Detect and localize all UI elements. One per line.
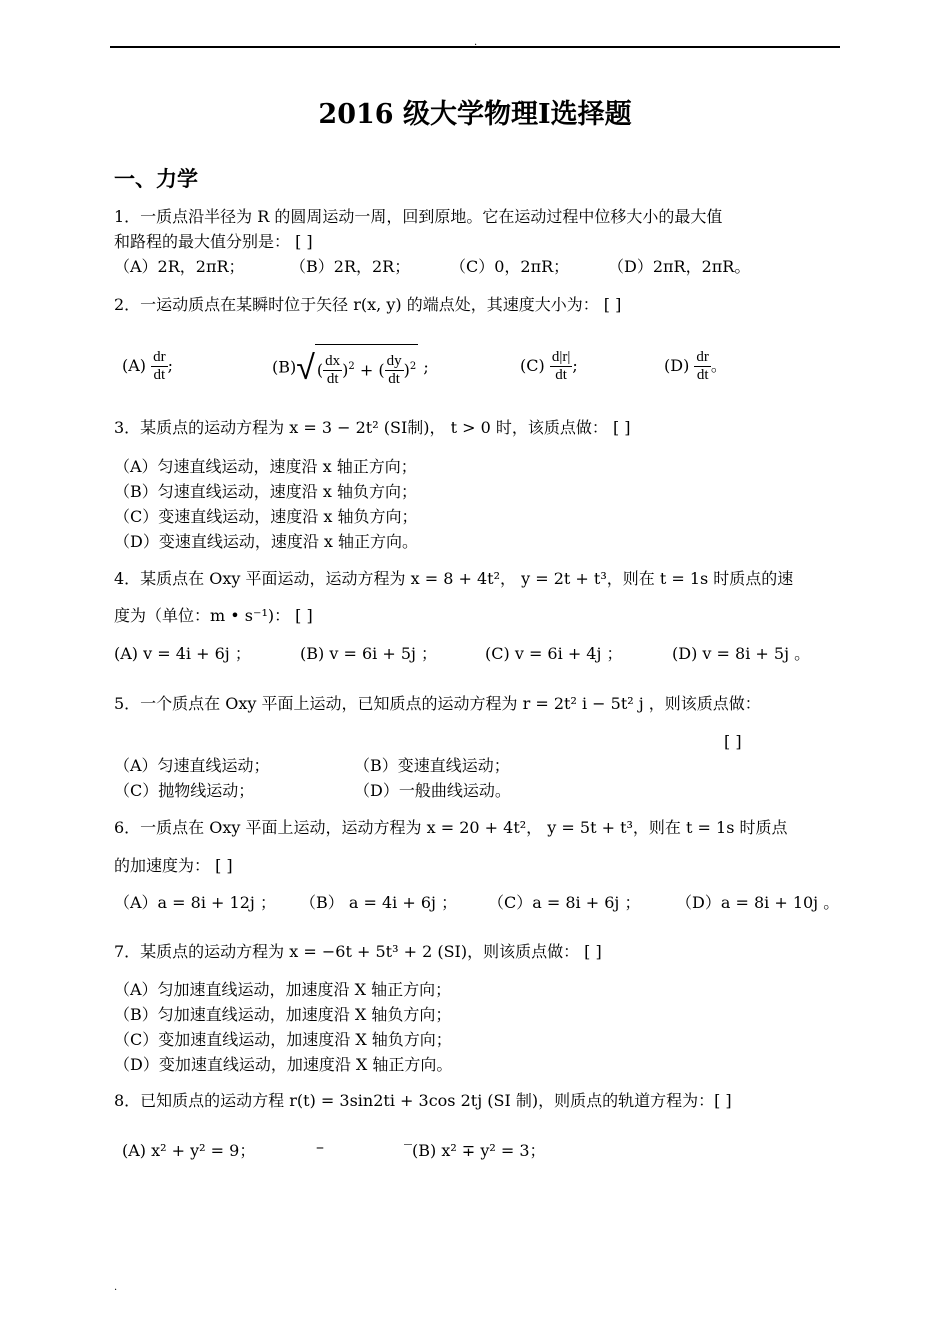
q3-stem: 3．某质点的运动方程为 x = 3 − 2t² (SI制)， t > 0 时，该质点做： [ ] <box>114 418 631 437</box>
q2-option-c <box>520 344 578 388</box>
q5-stem: 5．一个质点在 Oxy 平面上运动，已知质点的运动方程为 r = 2t² i − 5t² j ，则该质点做： <box>114 694 761 713</box>
q2-b-x-den: dt <box>326 371 339 388</box>
q4-option-b: (B) v = 6i + 5j ； <box>300 644 438 663</box>
q7-option-b: （B）匀加速直线运动，加速度沿 X 轴负方向； <box>114 1005 452 1024</box>
q5-option-a: （A）匀速直线运动； <box>114 756 270 775</box>
section-heading: 一、力学 <box>114 166 198 191</box>
q2-a-tail: ; <box>167 356 174 375</box>
q5-option-b: （B）变速直线运动； <box>354 756 510 775</box>
q2-a-label: (A) <box>122 356 147 375</box>
q4-option-a: (A) v = 4i + 6j ； <box>114 644 251 663</box>
q3-option-a: （A）匀速直线运动，速度沿 x 轴正方向； <box>114 457 417 476</box>
q6-option-c: （C）a = 8i + 6j ； <box>488 893 641 912</box>
q8-dash-mark: – <box>316 1137 324 1156</box>
q2-c-tail: ; <box>572 356 578 375</box>
q4-option-d: (D) v = 8i + 5j 。 <box>672 644 811 663</box>
q6-option-a: （A）a = 8i + 12j ； <box>114 893 276 912</box>
q4-stem-line2: 度为（单位：m • s⁻¹)： [ ] <box>114 606 313 625</box>
q6-option-d: （D）a = 8i + 10j 。 <box>676 893 840 912</box>
q2-stem: 2．一运动质点在某瞬时位于矢径 r(x, y) 的端点处，其速度大小为： [ ] <box>114 295 622 314</box>
q1-option-a: （A）2R，2πR； <box>114 257 245 276</box>
q2-d-fraction <box>694 349 711 384</box>
q2-a-fraction <box>151 349 168 384</box>
q2-d-num: dr <box>696 349 709 365</box>
q2-b-y-den: dt <box>388 371 400 388</box>
q2-option-d <box>664 344 727 388</box>
q4-option-c: (C) v = 6i + 4j ； <box>485 644 623 663</box>
q7-stem: 7．某质点的运动方程为 x = −6t + 5t³ + 2 (SI)，则该质点做： [ ] <box>114 942 602 961</box>
q6-option-b: （B） a = 4i + 6j ； <box>300 893 458 912</box>
q7-option-a: （A）匀加速直线运动，加速度沿 X 轴正方向； <box>114 980 452 999</box>
q5-option-d: （D）一般曲线运动。 <box>354 781 511 800</box>
q3-option-c: （C）变速直线运动，速度沿 x 轴负方向； <box>114 507 418 526</box>
q2-c-den: dt <box>555 367 567 383</box>
q3-option-d: （D）变速直线运动，速度沿 x 轴正方向。 <box>114 532 419 551</box>
q7-option-c: （C）变加速直线运动，加速度沿 X 轴负方向； <box>114 1030 452 1049</box>
q2-a-num: dr <box>153 349 166 365</box>
q2-b-tail: ; <box>423 357 429 377</box>
q1-stem-line2: 和路程的最大值分别是： [ ] <box>114 232 313 251</box>
q6-stem-line2: 的加速度为： [ ] <box>114 856 233 875</box>
q5-answer-bracket: [ ] <box>724 732 742 751</box>
page-title: 2016 级大学物理Ⅰ选择题 <box>318 99 632 130</box>
footer-dot: . <box>114 1282 118 1293</box>
q1-option-c: （C）0，2πR； <box>450 257 570 276</box>
q8-option-b: ‾(B) x² ∓ y² = 3； <box>404 1141 546 1160</box>
q5-option-c: （C）抛物线运动； <box>114 781 255 800</box>
q8-stem: 8．已知质点的运动方程 r(t) = 3sin2ti + 3cos 2tj (SI 制)，则质点的轨道方程为：[ ] <box>114 1091 732 1110</box>
q2-option-a <box>122 344 173 388</box>
q2-c-label: (C) <box>520 356 545 375</box>
q2-b-x-num: dx <box>325 353 341 370</box>
q6-stem-line1: 6．一质点在 Oxy 平面上运动，运动方程为 x = 20 + 4t²， y = 5t + t³，则在 t = 1s 时质点 <box>114 818 788 837</box>
q2-c-num: d|r| <box>551 349 571 365</box>
header-dot: . <box>474 37 478 48</box>
q2-b-y-num: dy <box>386 353 402 370</box>
q2-b-radicand: ( $\frac{dx}{dt}$ )$^2$ + ( $\frac{dy}{dt}$ )$^2$ <box>315 344 418 392</box>
q2-b-label: (B) <box>272 357 297 377</box>
q7-option-d: （D）变加速直线运动，加速度沿 X 轴正方向。 <box>114 1055 453 1074</box>
q2-d-tail: 。 <box>710 356 727 375</box>
q8-option-a: (A) x² + y² = 9； <box>122 1141 256 1160</box>
sqrt-icon: √ <box>296 348 315 389</box>
q4-stem-line1: 4．某质点在 Oxy 平面运动，运动方程为 x = 8 + 4t²， y = 2t + t³，则在 t = 1s 时质点的速 <box>114 569 794 588</box>
q1-option-d: （D）2πR，2πR。 <box>608 257 751 276</box>
q1-option-b: （B）2R，2R； <box>290 257 411 276</box>
q2-a-den: dt <box>153 367 166 383</box>
q2-d-label: (D) <box>664 356 690 375</box>
q2-d-den: dt <box>696 367 709 383</box>
q1-stem-line1: 1．一质点沿半径为 R 的圆周运动一周，回到原地。它在运动过程中位移大小的最大值 <box>114 207 723 226</box>
q3-option-b: （B）匀速直线运动，速度沿 x 轴负方向； <box>114 482 417 501</box>
q2-c-fraction <box>550 349 573 384</box>
q2-option-b <box>272 344 429 392</box>
